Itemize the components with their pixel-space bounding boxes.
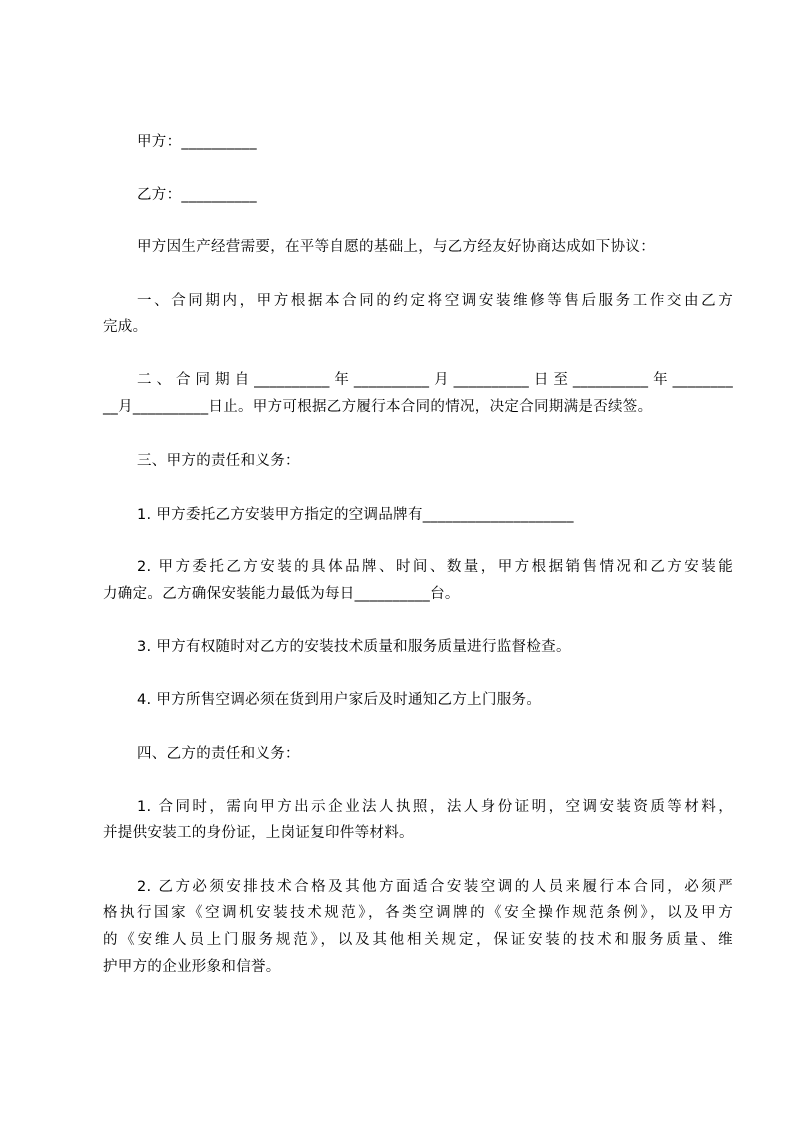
section-3-title: 三、甲方的责任和义务：	[137, 453, 300, 469]
section-3-item-2-line-2: 力确定。乙方确保安装能力最低为每日__________台。	[103, 586, 460, 602]
section-4-item-1-line-1: 1. 合同时，需向甲方出示企业法人执照，法人身份证明，空调安装资质等材料，	[137, 799, 733, 815]
clause-2-line-2: __月__________日止。甲方可根据乙方履行本合同的情况，决定合同期满是否续签。	[103, 399, 653, 415]
party-b-line: 乙方：__________	[137, 187, 257, 203]
section-4-item-2-line-4: 护甲方的企业形象和信誉。	[103, 959, 281, 975]
clause-1-line-2: 完成。	[103, 319, 148, 335]
section-3-item-3: 3. 甲方有权随时对乙方的安装技术质量和服务质量进行监督检查。	[137, 639, 571, 655]
clause-2-line-1: 二、合同期自__________年__________月__________日至__________年________	[137, 372, 733, 388]
preamble-paragraph: 甲方因生产经营需要，在平等自愿的基础上，与乙方经友好协商达成如下协议：	[137, 239, 655, 255]
section-3-item-4: 4. 甲方所售空调必须在货到用户家后及时通知乙方上门服务。	[137, 692, 542, 708]
section-4-item-2-line-2: 格执行国家《空调机安装技术规范》，各类空调牌的《安全操作规范条例》，以及甲方	[103, 905, 733, 921]
section-4-item-2-line-1: 2. 乙方必须安排技术合格及其他方面适合安装空调的人员来履行本合同，必须严	[137, 879, 733, 895]
party-a-line: 甲方：__________	[137, 134, 257, 150]
section-4-item-2-line-3: 的《安维人员上门服务规范》，以及其他相关规定，保证安装的技术和服务质量、维	[103, 932, 733, 948]
section-3-item-1: 1. 甲方委托乙方安装甲方指定的空调品牌有____________________	[137, 507, 574, 523]
clause-1-line-1: 一、合同期内，甲方根据本合同的约定将空调安装维修等售后服务工作交由乙方	[137, 293, 733, 309]
section-4-item-1-line-2: 并提供安装工的身份证，上岗证复印件等材料。	[103, 825, 414, 841]
section-4-title: 四、乙方的责任和义务：	[137, 746, 300, 762]
section-3-item-2-line-1: 2. 甲方委托乙方安装的具体品牌、时间、数量，甲方根据销售情况和乙方安装能	[137, 559, 733, 575]
